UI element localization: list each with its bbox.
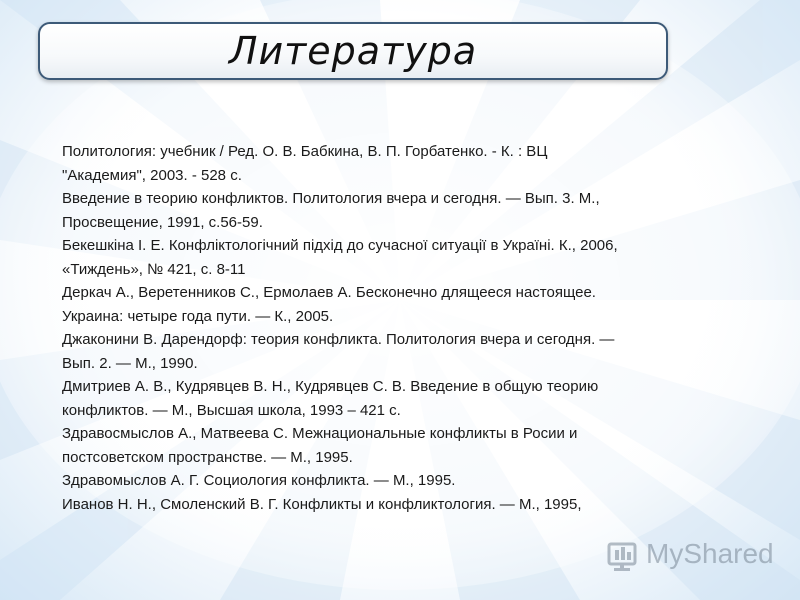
reference-item: Политология: учебник / Ред. О. В. Бабкина, В. П. Горбатенко. - К. : ВЦ "Академия", 2003. - 528 с. xyxy=(62,143,548,184)
reference-item: Джаконини В. Дарендорф: теория конфликта. Политология вчера и сегодня. — Вып. 2. — М., 1990. xyxy=(62,331,615,372)
reference-item: Здравомыслов А. Г. Социология конфликта. — М., 1995. xyxy=(62,472,456,489)
reference-item: Введение в теорию конфликтов. Политология вчера и сегодня. — Вып. 3. М., Просвещение, 1991, с.56-59. xyxy=(62,190,600,231)
reference-item: Бекешкіна І. Е. Конфліктологічний підхід до сучасної ситуації в Україні. К., 2006, «Тиждень», № 421, с. 8-11 xyxy=(62,237,618,278)
reference-item: Иванов Н. Н., Смоленский В. Г. Конфликты и конфликтология. — М., 1995, xyxy=(62,495,582,513)
watermark-logo xyxy=(606,536,774,576)
myshared-logo-icon xyxy=(606,536,642,572)
reference-item: Здравосмыслов А., Матвеева С. Межнациональные конфликты в Росии и постсоветском пространстве. — М., 1995. xyxy=(62,425,578,466)
watermark-text: MyShared xyxy=(646,538,774,569)
slide-title: Литература xyxy=(228,29,478,73)
reference-list xyxy=(62,140,762,516)
reference-item: Дмитриев А. В., Кудрявцев В. Н., Кудрявцев С. В. Введение в общую теорию конфликтов. — М., Высшая школа, 1993 – 421 с. xyxy=(62,378,599,419)
reference-item: Деркач А., Веретенников С., Ермолаев А. Бесконечно длящееся настоящее. Украина: четыре года пути. — К., 2005. xyxy=(62,284,596,325)
title-box xyxy=(38,22,668,80)
